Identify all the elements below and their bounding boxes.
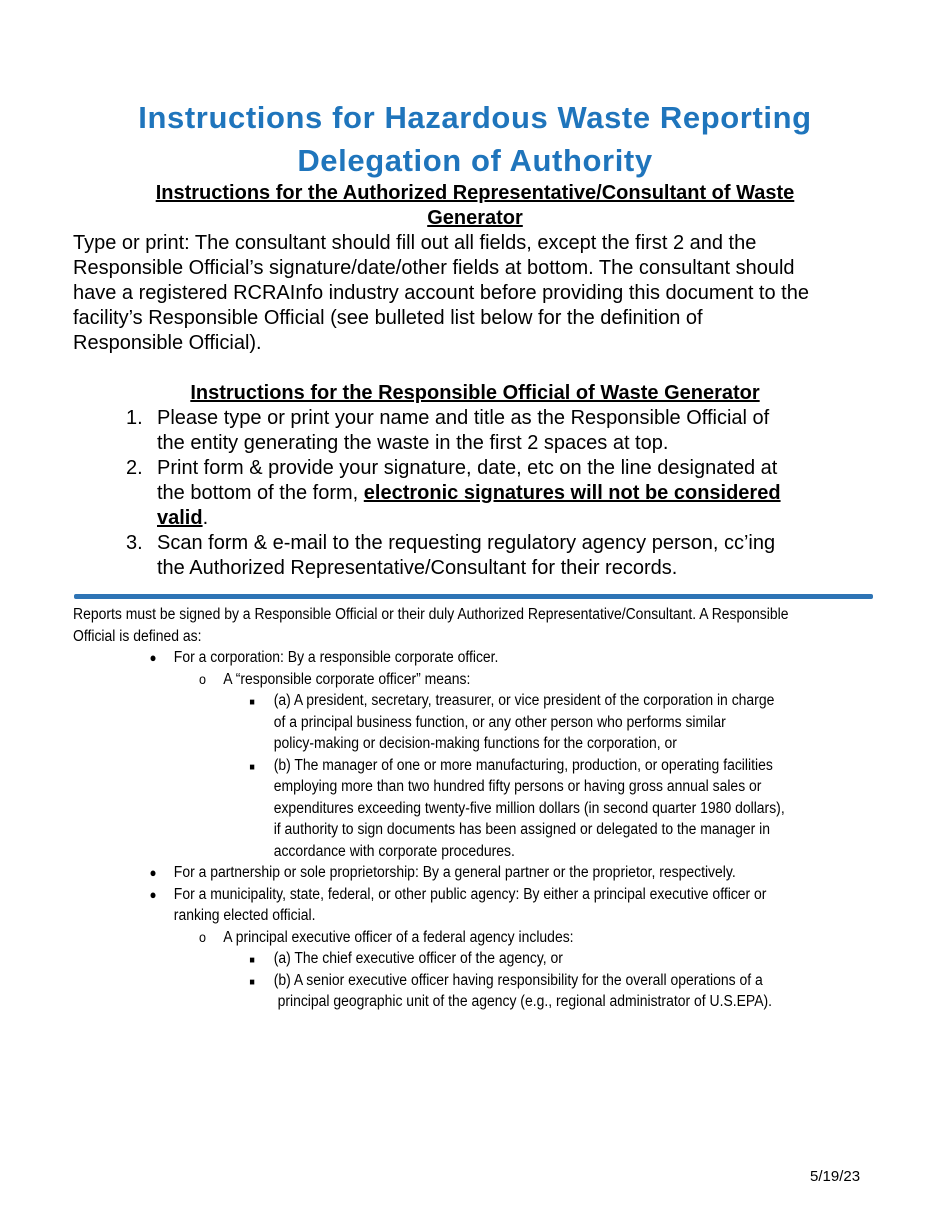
list-item: 2. Print form & provide your signature, date, etc on the line designated at the bottom of the form, electronic signatures will not be considered valid. xyxy=(126,457,781,529)
title-line-2: Delegation of Authority xyxy=(297,143,653,178)
list-item: 3. Scan form & e-mail to the requesting regulatory agency person, cc’ing the Authorized Representative/Consultant for their records. xyxy=(126,532,776,579)
bullet-partnership: ● For a partnership or sole proprietorship: By a general partner or the proprietor, respectively. xyxy=(73,862,802,884)
bullet-icon: ● xyxy=(149,886,157,902)
circle-bullet-icon: o xyxy=(199,670,207,687)
bullet-icon: ● xyxy=(149,650,157,665)
square-bullet-icon: ■ xyxy=(249,761,255,773)
title-line-1: Instructions for Hazardous Waste Reporting xyxy=(138,100,812,135)
circle-bullet-icon: o xyxy=(199,928,207,945)
bullet-corporation: ● For a corporation: By a responsible corporate officer. xyxy=(73,647,802,669)
bullet-icon: ● xyxy=(149,865,157,880)
bullet-corporate-officer: o A “responsible corporate officer” means: xyxy=(73,669,802,691)
section-divider xyxy=(74,594,873,599)
revision-date: 5/19/23 xyxy=(810,1168,861,1185)
page-title xyxy=(60,96,890,182)
electronic-signature-warning: electronic signatures will not be considered xyxy=(363,482,781,504)
consultant-instructions: Type or print: The consultant should fill out all fields, except the first 2 and the Responsible Official’s signature/date/other fields at bottom. The consultant should have a registered RCRAInfo industry account before providing this document to the facility’s Responsible Official (see bulleted list below for the definition of Responsible Official). xyxy=(73,232,809,354)
official-heading: Instructions for the Responsible Official of Waste Generator xyxy=(190,382,760,404)
bullet-federal: o A principal executive officer of a federal agency includes: xyxy=(73,927,802,949)
list-item: 1. Please type or print your name and title as the Responsible Official of the entity generating the waste in the first 2 spaces at top. xyxy=(126,407,770,454)
consultant-heading: Instructions for the Authorized Representative/Consultant of Waste Generator xyxy=(155,182,795,229)
bullet-municipality: ● For a municipality, state, federal, or other public agency: By either a principal executive officer or xyxy=(73,884,802,906)
square-bullet-icon: ■ xyxy=(249,976,255,988)
official-instructions-list xyxy=(126,406,866,581)
square-bullet-icon: ■ xyxy=(249,955,255,966)
square-bullet-icon: ■ xyxy=(249,697,255,708)
responsible-official-definitions: Reports must be signed by a Responsible Official or their duly Authorized Representative/Consultant. A Responsible Official is defined as: ● For a corporation: By a responsible corporate officer. o A “responsible corporate officer” means: ■ (a) A president, secretary, treasurer, or vice president of the corporation in charge of a principal business function, or any other person who performs similar policy-making or decision-making functions for the corporation, or ■ (b) The manager of one or more manufacturing, production, or operating facilities employing more than two hundred fifty persons or having gross annual sales or expenditures exceeding twenty-five million dollars (in second quarter 1980 dollars), if authority to sign documents has been assigned or delegated to the manager in accordance with corporate procedures. ● For a partnership or sole proprietorship: By a general partner or the proprietor, respectively. ● For a municipality, state, federal, or other public agency: By either a principal executive officer or ranking elected official. o A principal executive officer of a federal agency includes: ■ (a) The chief executive officer of the agency, or ■ (b) A senior executive officer having responsibility for the overall operations of a principal geographic unit of the agency (e.g., regional administrator of U.S.EPA). xyxy=(73,604,802,1013)
